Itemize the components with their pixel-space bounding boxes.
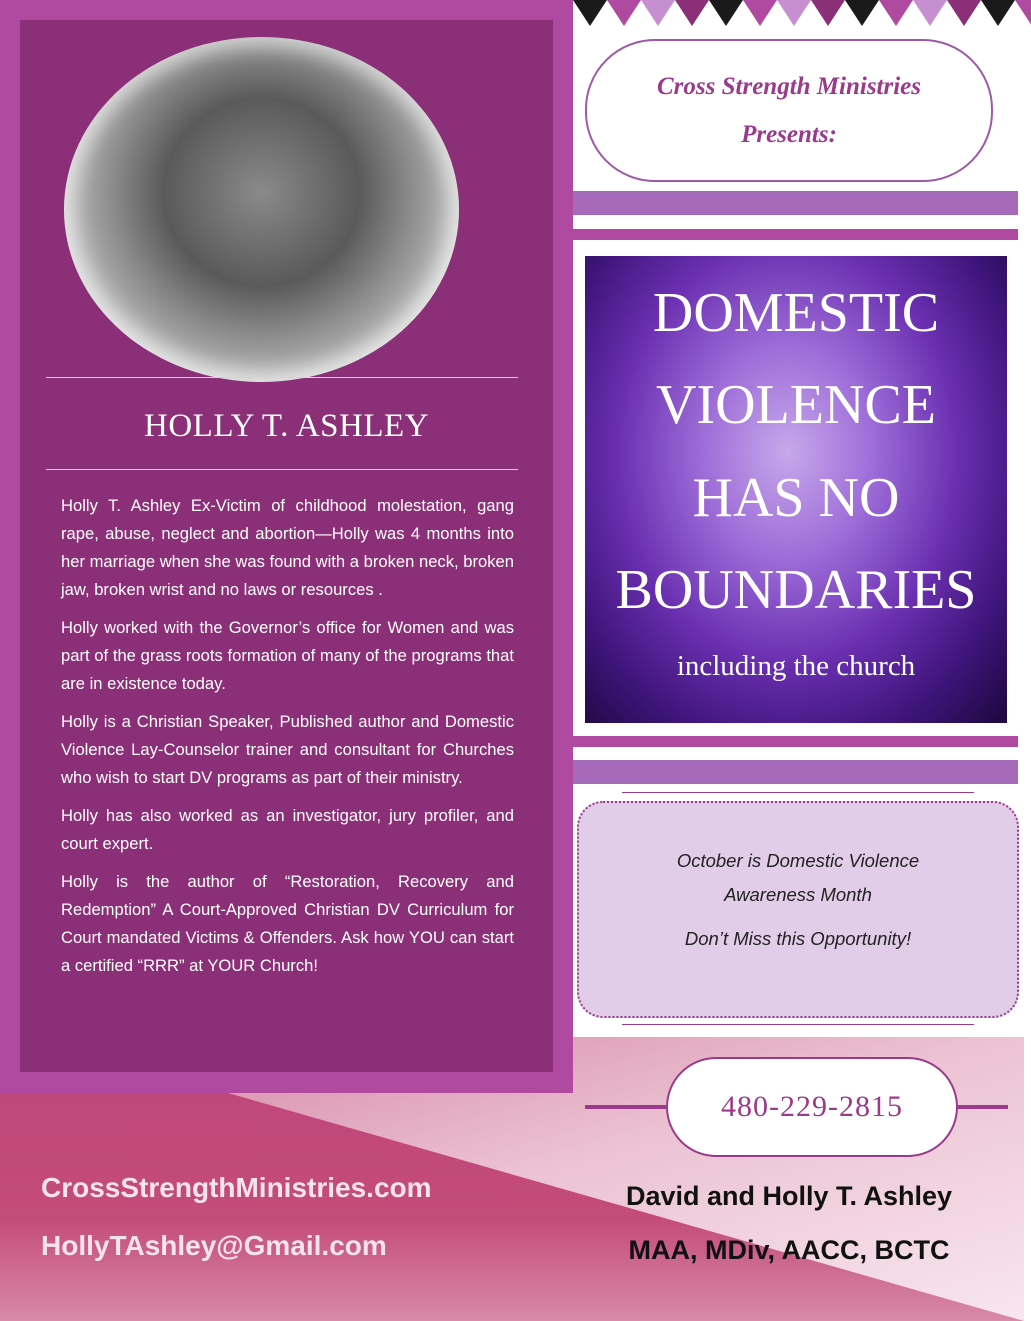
divider-bottom bbox=[46, 469, 518, 470]
zigzag-triangle bbox=[573, 0, 607, 26]
zigzag-triangle bbox=[777, 0, 811, 26]
zigzag-border bbox=[573, 0, 1031, 28]
zigzag-triangle bbox=[811, 0, 845, 26]
zigzag-triangle bbox=[743, 0, 777, 26]
presenter-label: Presents: bbox=[741, 120, 837, 148]
event-cta: Don’t Miss this Opportunity! bbox=[684, 928, 912, 949]
zigzag-triangle bbox=[981, 0, 1015, 26]
accent-band bbox=[573, 760, 1018, 784]
bio-paragraph: Holly is a Christian Speaker, Published author and Domestic Violence Lay-Counselor trainer and consultant for Churches who wish to start DV programs as part of their ministry. bbox=[61, 712, 514, 787]
accent-stripe bbox=[573, 736, 1018, 747]
headline-line-1: DOMESTIC bbox=[652, 282, 940, 344]
event-line-1: October is Domestic Violence bbox=[676, 850, 920, 871]
zigzag-triangle bbox=[879, 0, 913, 26]
signature-credentials: MAA, MDiv, AACC, BCTC bbox=[628, 1235, 950, 1265]
zigzag-triangle bbox=[1015, 0, 1031, 26]
bio-paragraph: Holly T. Ashley Ex-Victim of childhood molestation, gang rape, abuse, neglect and abortion—Holly was 4 months into her marriage when she was found with a broken neck, broken jaw, broken wrist and no laws or resources . bbox=[61, 496, 514, 599]
zigzag-triangle bbox=[675, 0, 709, 26]
profile-name: HOLLY T. ASHLEY bbox=[144, 408, 429, 444]
headline-line-3: HAS NO bbox=[692, 467, 900, 529]
accent-band bbox=[573, 191, 1018, 215]
event-box bbox=[577, 801, 1019, 1018]
event-line-2: Awareness Month bbox=[724, 884, 872, 905]
bio-paragraph: Holly has also worked as an investigator, jury profiler, and court expert. bbox=[61, 806, 514, 853]
headline-panel bbox=[585, 256, 1007, 723]
phone-number[interactable]: 480-229-2815 bbox=[666, 1057, 958, 1157]
headline-subtitle: including the church bbox=[676, 650, 916, 682]
presenter-box bbox=[585, 39, 993, 182]
website-link[interactable]: CrossStrengthMinistries.com bbox=[41, 1172, 432, 1203]
email-link[interactable]: HollyTAshley@Gmail.com bbox=[41, 1230, 387, 1261]
headline-line-4: BOUNDARIES bbox=[615, 559, 977, 621]
accent-stripe bbox=[573, 229, 1018, 240]
presenter-name: Cross Strength Ministries bbox=[657, 72, 921, 100]
zigzag-triangle bbox=[845, 0, 879, 26]
profile-photo bbox=[64, 37, 459, 382]
signature-names: David and Holly T. Ashley bbox=[625, 1181, 953, 1211]
bio-paragraph: Holly worked with the Governor’s office for Women and was part of the grass roots formation of many of the programs that are in existence today. bbox=[61, 618, 514, 693]
bio-text bbox=[61, 492, 514, 990]
zigzag-triangle bbox=[709, 0, 743, 26]
zigzag-triangle bbox=[607, 0, 641, 26]
zigzag-triangle bbox=[913, 0, 947, 26]
event-frame-bottom bbox=[622, 1024, 974, 1025]
bio-paragraph: Holly is the author of “Restoration, Recovery and Redemption” A Court-Approved Christian DV Curriculum for Court mandated Victims & Offenders. Ask how YOU can start a certified “RRR” at YOUR Church! bbox=[61, 872, 514, 975]
event-frame-top bbox=[622, 792, 974, 793]
zigzag-triangle bbox=[641, 0, 675, 26]
zigzag-triangle bbox=[947, 0, 981, 26]
divider-top bbox=[46, 377, 518, 378]
headline-line-2: VIOLENCE bbox=[656, 374, 936, 436]
